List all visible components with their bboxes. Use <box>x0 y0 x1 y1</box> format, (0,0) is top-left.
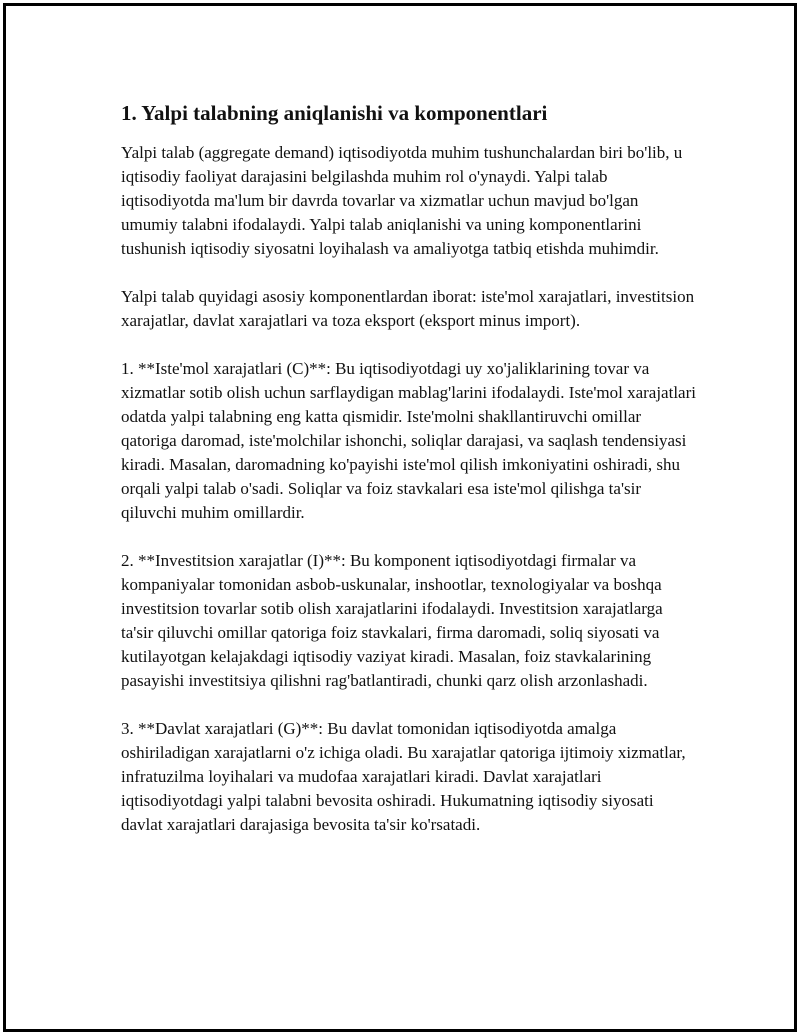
section-heading: 1. Yalpi talabning aniqlanishi va komponentlari <box>121 101 548 125</box>
paragraph-components: Yalpi talab quyidagi asosiy komponentlardan iborat: iste'mol xarajatlari, investitsion xarajatlar, davlat xarajatlari va toza eksport (eksport minus import). <box>121 287 695 330</box>
paragraph-intro: Yalpi talab (aggregate demand) iqtisodiyotda muhim tushunchalardan biri bo'lib, u iqtisodiy faoliyat darajasini belgilashda muhim rol o'ynaydi. Yalpi talab iqtisodiyotda ma'lum bir davrda tovarlar va xizmatlar uchun mavjud bo'lgan umumiy talabni ifodalaydi. Yalpi talab aniqlanishi va uning komponentlarini tushunish iqtisodiy siyosatni loyihalash va amaliyotga tatbiq etishda muhimdir. <box>121 143 683 258</box>
paragraph-investment: 2. **Investitsion xarajatlar (I)**: Bu komponent iqtisodiyotdagi firmalar va kompaniyalar tomonidan asbob-uskunalar, inshootlar, texnologiyalar va boshqa investitsion tovarlar sotib olish xarajatlarini ifodalaydi. Investitsion xarajatlarga ta'sir qiluvchi omillar qatoriga foiz stavkalari, firma daromadi, soliq siyosati va kutilayotgan kelajakdagi iqtisodiy vaziyat kiradi. Masalan, foiz stavkalarining pasayishi investitsiya qilishni rag'batlantiradi, chunki qarz olish arzonlashadi. <box>121 551 663 690</box>
paragraph-government: 3. **Davlat xarajatlari (G)**: Bu davlat tomonidan iqtisodiyotda amalga oshiriladigan xarajatlarni o'z ichiga oladi. Bu xarajatlar qatoriga ijtimoiy xizmatlar, infratuzilma loyihalari va mudofaa xarajatlari kiradi. Davlat xarajatlari iqtisodiyotdagi yalpi talabni bevosita oshiradi. Hukumatning iqtisodiy siyosati davlat xarajatlari darajasiga bevosita ta'sir ko'rsatadi. <box>121 719 686 834</box>
paragraph-consumption: 1. **Iste'mol xarajatlari (C)**: Bu iqtisodiyotdagi uy xo'jaliklarining tovar va xizmatlar sotib olish uchun sarflaydigan mablag'larini ifodalaydi. Iste'mol xarajatlari odatda yalpi talabning eng katta qismidir. Iste'molni shakllantiruvchi omillar qatoriga daromad, iste'molchilar ishonchi, soliqlar darajasi, va saqlash tendensiyasi kiradi. Masalan, daromadning ko'payishi iste'mol qilish imkoniyatini oshiradi, shu orqali yalpi talab o'sadi. Soliqlar va foiz stavkalari esa iste'mol qilishga ta'sir qiluvchi muhim omillardir. <box>121 359 696 522</box>
document-body <box>121 99 696 861</box>
page-frame <box>3 3 797 1032</box>
